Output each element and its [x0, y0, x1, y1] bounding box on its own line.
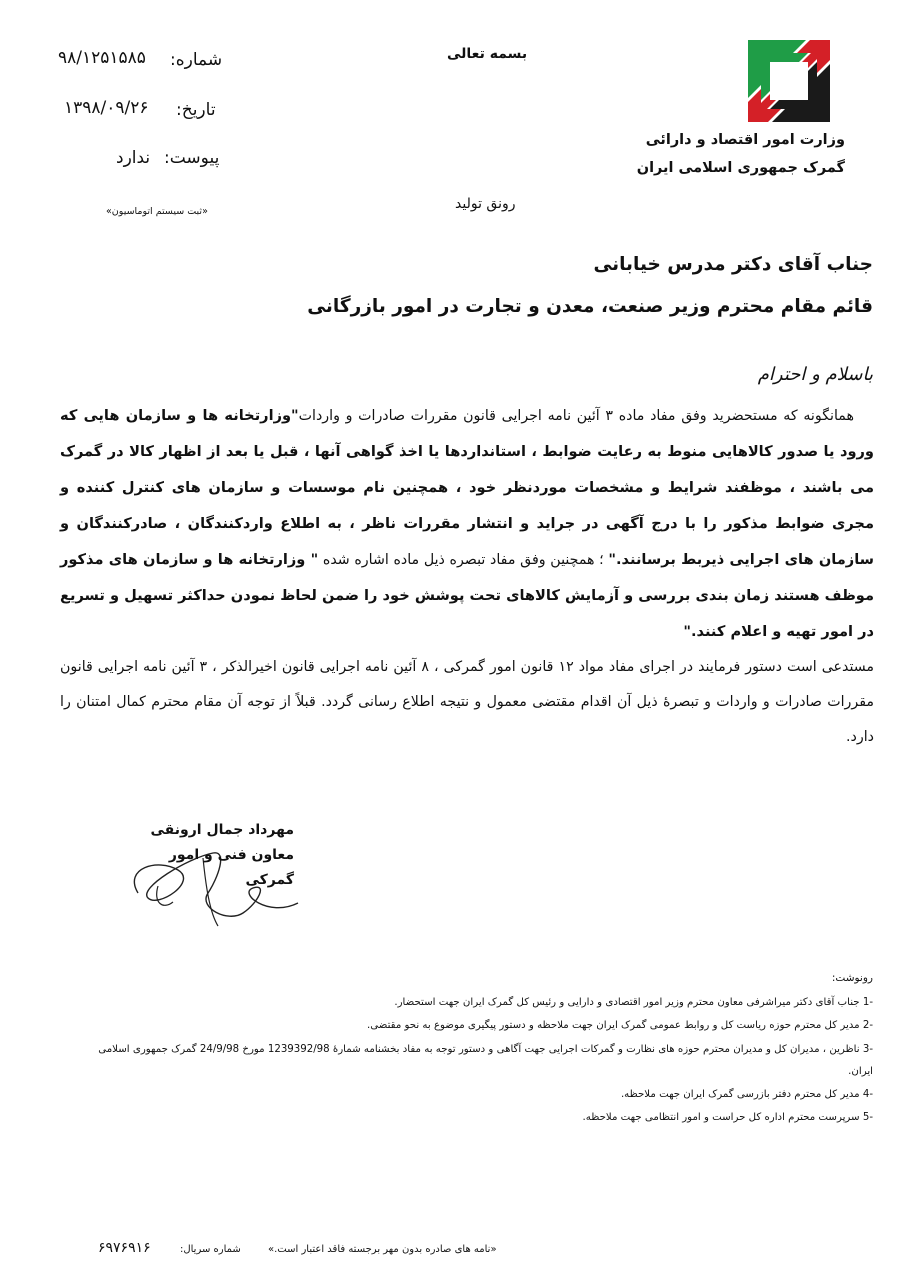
cc-item: -5 سرپرست محترم اداره کل حراست و امور انتظامی جهت ملاحظه.	[582, 1112, 873, 1123]
ministry-name: وزارت امور اقتصاد و دارائی	[645, 132, 845, 148]
customs-logo	[748, 40, 830, 122]
number-label: شماره:	[170, 50, 223, 70]
cc-item: -1 جناب آقای دکتر میراشرفی معاون محترم وزیر امور اقتصادی و دارایی و رئیس کل گمرک ایران جهت استحضار.	[394, 997, 873, 1008]
attachment-label: پیوست:	[164, 148, 220, 168]
p1-middle: ؛ همچنین وفق مفاد تبصره ذیل ماده اشاره شده	[322, 552, 604, 568]
paragraph-2: مستدعی است دستور فرمایند در اجرای مفاد مواد ۱۲ قانون امور گمرکی ، ۸ آئین نامه اجرایی قانون اخیرالذکر ، ۳ آئین نامه اجرایی قانون مقررات صادرات و واردات و تبصرۀ ذیل آن اقدام مقتضی معمول و نتیجه اطلاع رسانی گردد. قبلاً از توجه آن مقام محترم کمال امتنان را دارد.	[60, 659, 875, 745]
p1-quote-1: "وزارتخانه ها و سازمان هایی که ورود یا صدور کالاهایی منوط به رعایت ضوابط ، استانداردها یا اخذ گواهی آنها ، قبل یا بعد از اظهار کالا در گمرک می باشند ، موظفند شرایط و مشخصات موردنظر خود ، همچنین نام موسسات و سازمان های کنترل کننده و مجری ضوابط مذکور را با درج آگهی در جراید و انتشار مقررات ناظر ، به اطلاع واردکنندگان ، صادرکنندگان و سازمان های اجرایی ذیربط برسانند."	[60, 407, 875, 568]
cc-item: -4 مدیر کل محترم دفتر بازرسی گمرک ایران جهت ملاحظه.	[620, 1089, 873, 1100]
cc-item: -2 مدیر کل محترم حوزه ریاست کل و روابط عمومی گمرک ایران جهت ملاحظه و دستور پیگیری موضوع به نحو مقتضی.	[367, 1020, 873, 1031]
date-value: ۱۳۹۸/۰۹/۲۶	[64, 98, 149, 118]
cc-item: -3 ناظرین ، مدیران کل و مدیران محترم حوزه های نظارت و گمرکات اجرایی جهت آگاهی و دستور توجه به مفاد بخشنامه شمارۀ 1239392/98 مورخ 24/9/98 گمرک جمهوری اسلامی ایران.	[98, 1044, 873, 1077]
greeting: باسلام و احترام	[757, 364, 873, 385]
date-label: تاریخ:	[176, 100, 216, 120]
signatory-title: معاون فنی و امور گمرکی	[168, 847, 294, 888]
attachment-value: ندارد	[116, 148, 151, 168]
footer-note: «نامه های صادره بدون مهر برجسته فاقد اعتبار است.»	[268, 1244, 497, 1255]
number-value: ۹۸/۱۲۵۱۵۸۵	[58, 48, 146, 68]
paragraph-1	[60, 398, 874, 650]
logo-window	[770, 62, 808, 100]
customs-name: گمرک جمهوری اسلامی ایران	[636, 160, 845, 176]
serial-label: شماره سریال:	[180, 1244, 241, 1255]
slogan: رونق تولید	[455, 196, 516, 212]
p1-quote-2: " وزارتخانه ها و سازمان های مذکور موظف هستند زمان بندی بررسی و آزمایش کالاهای تحت پوشش خود را ضمن لحاظ نمودن حداکثر تسهیل و تسریع در امور تهیه و اعلام کنند."	[60, 551, 874, 640]
letter-body	[60, 398, 874, 755]
signatory	[124, 818, 294, 893]
serial-value: ۶۹۷۶۹۱۶	[98, 1240, 151, 1256]
cc-title: رونوشت:	[831, 972, 873, 984]
ministry-block	[637, 126, 845, 182]
p1-intro: همانگونه که مستحضرید وفق مفاد ماده ۳ آئین نامه اجرایی قانون مقررات صادرات و واردات	[298, 408, 854, 424]
addressee-line2: قائم مقام محترم وزیر صنعت، معدن و تجارت در امور بازرگانی	[307, 296, 873, 317]
besmellah: بسمه تعالی	[447, 46, 528, 62]
system-note: «ثبت سیستم اتوماسیون»	[106, 206, 208, 217]
addressee-line1: جناب آقای دکتر مدرس خیابانی	[593, 254, 873, 275]
signatory-name: مهرداد جمال ارونقی	[150, 822, 294, 838]
